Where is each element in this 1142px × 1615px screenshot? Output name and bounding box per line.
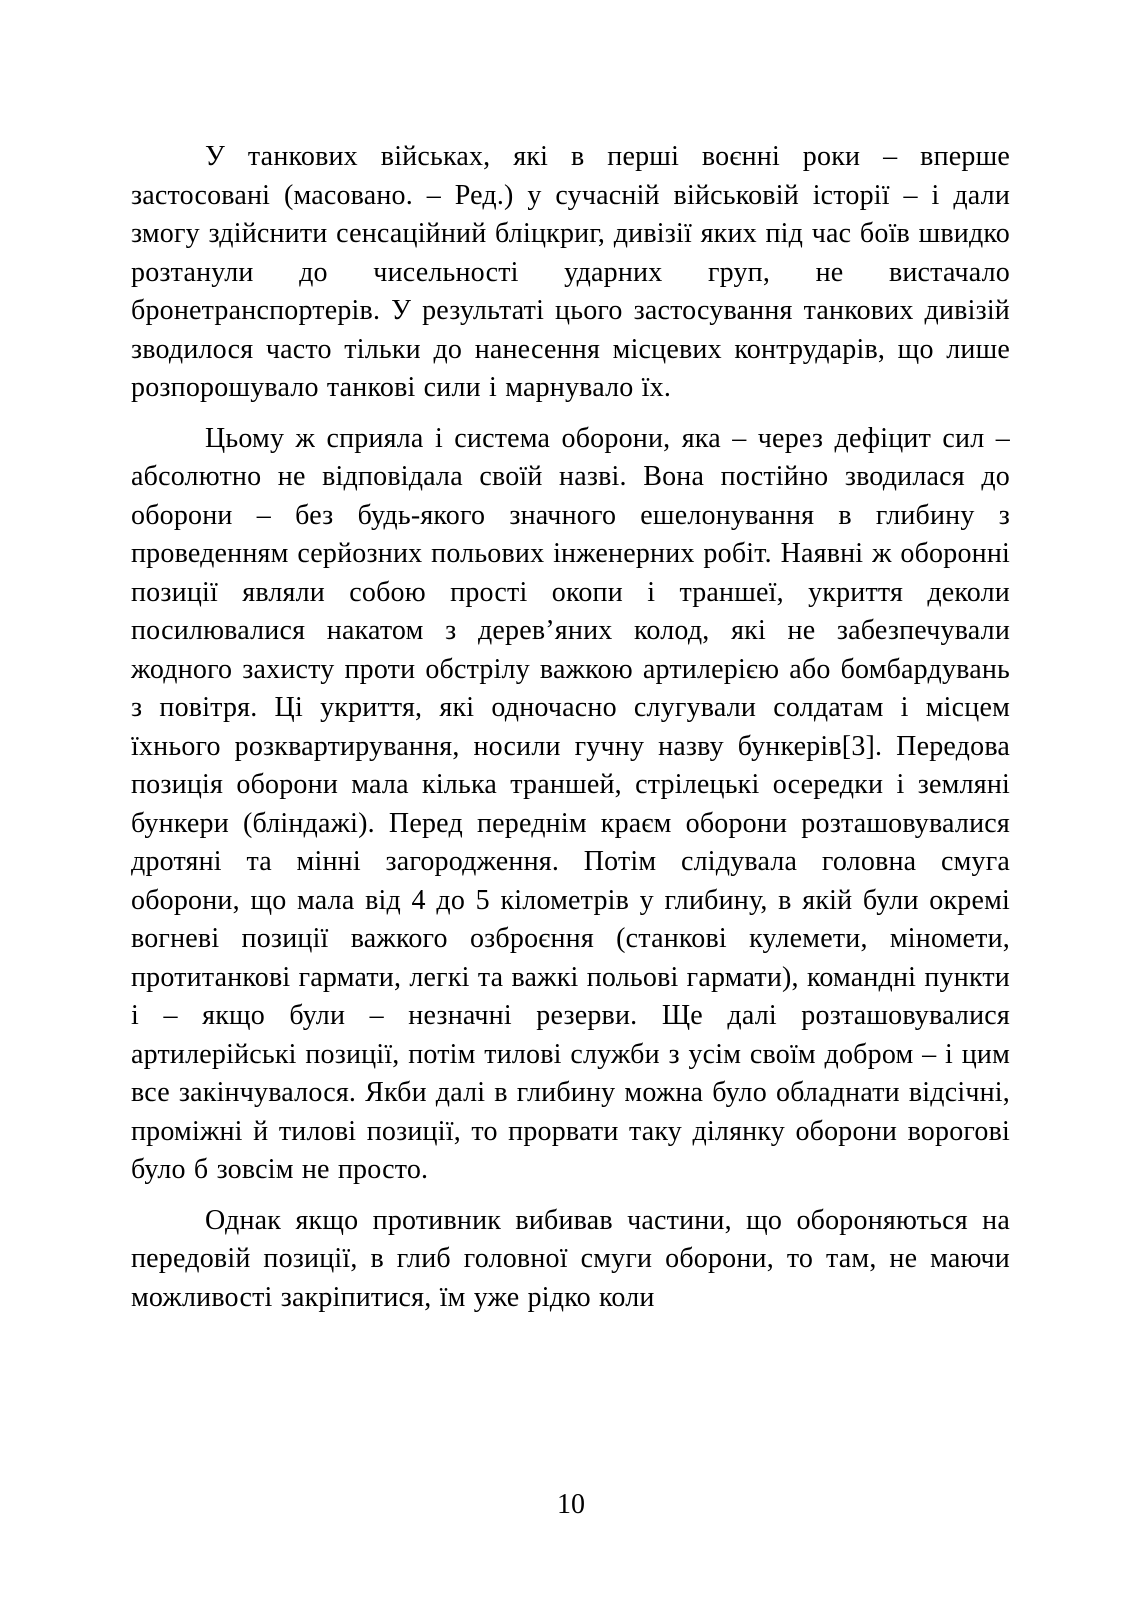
paragraph-1: У танкових військах, які в перші воєнні роки – вперше застосовані (масовано. – Ред.) у сучасній військовій історії – і дали змогу здійснити сенсаційний бліцкриг, дивізії яких під час боїв швидко розтанули до чисельності ударних груп, не вистачало бронетранспортерів. У результаті цього застосування танкових дивізій зводилося часто тільки до нанесення місцевих контрударів, що лише розпорошувало танкові сили і марнувало їх. (131, 141, 1010, 403)
paragraph-2: Цьому ж сприяла і система оборони, яка – через дефіцит сил – абсолютно не відповідала своїй назві. Вона постійно зводилася до оборони – без будь-якого значного ешелонування в глибину з проведенням серйозних польових інженерних робіт. Наявні ж оборонні позиції являли собою прості окопи і траншеї, укриття деколи посилювалися накатом з дерев’яних колод, які не забезпечували жодного захисту проти обстрілу важкою артилерією або бомбардувань з повітря. Ці укриття, які одночасно слугували солдатам і місцем їхнього розквартирування, носили гучну назву бункерів[3]. Передова позиція оборони мала кілька траншей, стрілецькі осередки і земляні бункери (бліндажі). Перед переднім краєм оборони розташовувалися дротяні та мінні загородження. Потім слідувала головна смуга оборони, що мала від 4 до 5 кілометрів у глибину, в якій були окремі вогневі позиції важкого озброєння (станкові кулемети, міномети, протитанкові гармати, легкі та важкі польові гармати), командні пункти і – якщо були – незначні резерви. Ще далі розташовувалися артилерійські позиції, потім тилові служби з усім своїм добром – і цим все закінчувалося. Якби далі в глибину можна було обладнати відсічні, проміжні й тилові позиції, то прорвати таку ділянку оборони ворогові було б зовсім не просто. (131, 422, 1010, 1185)
page-number: 10 (557, 1489, 585, 1520)
page-text (131, 138, 1010, 1329)
paragraph-3: Однак якщо противник вибивав частини, що обороняються на передовій позиції, в глиб головної смуги оборони, то там, не маючи можливості закріпитися, їм уже рідко коли (131, 1204, 1010, 1313)
